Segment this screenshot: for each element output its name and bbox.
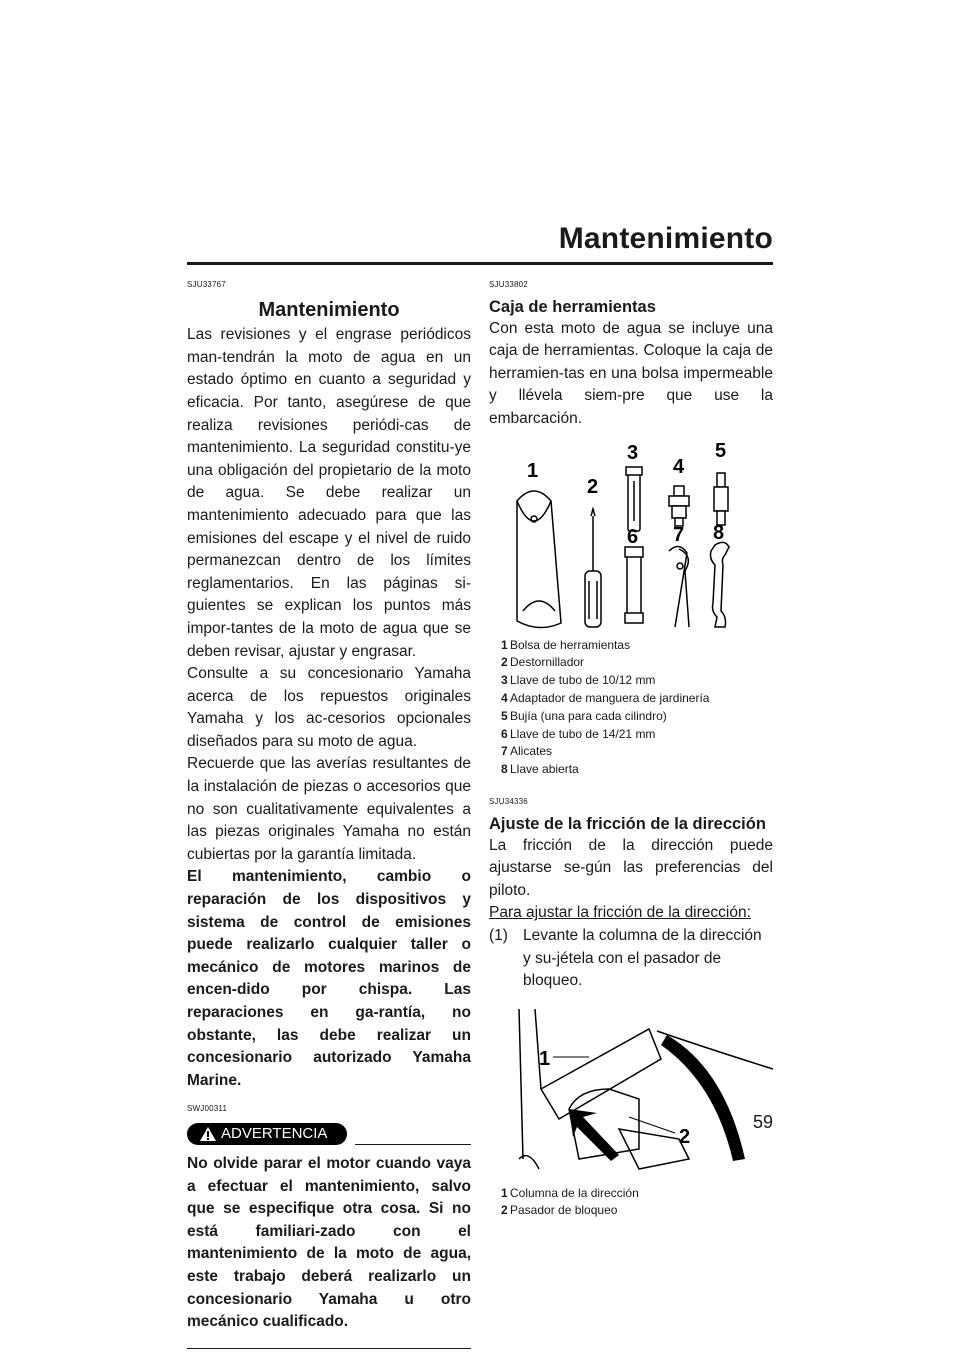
steering-callout-2: 2 — [679, 1125, 691, 1148]
paragraph: Recuerde que las averías resultantes de la instalación de piezas o accesorios que no son cualitativamente equivalentes a las piezas originales Yamaha no están cubiertas por la garantía limitada. — [187, 755, 471, 863]
callout-6: 6 — [627, 525, 639, 548]
left-column — [187, 274, 471, 1349]
warning-code: SWJ00311 — [187, 1104, 228, 1114]
screwdriver-icon — [585, 509, 601, 627]
toolkit-text: Con esta moto de agua se incluye una caja de herramientas. Coloque la caja de herramien-tas en una bolsa impermeable y llévela siem-pre que use la embarcación. — [489, 319, 773, 427]
callout-2: 2 — [587, 475, 599, 498]
callout-3: 3 — [627, 441, 639, 464]
section-code: SJU33767 — [187, 280, 226, 289]
steering-callout-1: 1 — [539, 1047, 551, 1070]
lift-arrow-icon — [661, 1035, 745, 1161]
tool-bag-icon — [517, 491, 561, 628]
pliers-icon — [669, 546, 689, 627]
open-wrench-icon — [711, 542, 730, 627]
warning-badge — [187, 1123, 347, 1145]
step-number: (1) — [489, 926, 508, 944]
legend-item: 8 Llave abierta — [501, 762, 579, 777]
header-rule — [187, 262, 773, 265]
toolkit-legend — [489, 637, 773, 779]
callout-5: 5 — [715, 440, 727, 462]
section-code: SJU33802 — [489, 280, 528, 289]
warning-text: No olvide parar el motor cuando vaya a efectuar el mantenimiento, salvo que se especifique otra cosa. Si no está familiari-zado con el mantenimiento de la moto de agua, este trabajo deberá realizarlo un concesionario Yamaha u otro mecánico cualificado. — [187, 1154, 471, 1331]
spark-plug-icon — [714, 473, 728, 525]
paragraph: Las revisiones y el engrase periódicos man-tendrán la moto de agua en un estado óptimo en cuanto a seguridad y eficacia. Por tanto, asegúrese de que realiza revisiones periódi-cas de mantenimiento. La seguridad constitu-ye una obligación del propietario de la moto de agua. Se debe realizar un mantenimiento adecuado para que las emisiones del escape y el nivel de ruido permanezcan dentro de los límites reglamentarios. En las páginas si-guientes se explican los puntos más impor-tantes de la moto de agua que se deben revisar, ajustar y engrasar. — [187, 326, 471, 660]
legend-item: 2 Pasador de bloqueo — [501, 1203, 618, 1218]
toolkit-illustration — [489, 441, 773, 631]
emissions-notice: El mantenimiento, cambio o reparación de los dispositivos y sistema de control de emisiones puede realizarlo cualquier taller o mecánico de motores marinos de encen-dido por chispa. Las reparaciones en ga-rantía, no obstante, las debe realizar un concesionario autorizado Yamaha Marine. — [187, 868, 471, 1089]
right-column — [489, 274, 773, 1220]
toolkit-title: Caja de herramientas — [489, 297, 656, 316]
callout-1: 1 — [527, 459, 539, 482]
socket-wrench-icon — [626, 467, 642, 531]
step-item — [489, 925, 773, 993]
callout-4: 4 — [673, 455, 685, 478]
warning-header — [187, 1123, 471, 1145]
warning-label: ADVERTENCIA — [221, 1124, 328, 1142]
steering-text: La fricción de la dirección puede ajustarse se-gún las preferencias del piloto. — [489, 836, 773, 899]
section-title: Mantenimiento — [258, 298, 400, 321]
paragraph: Consulte a su concesionario Yamaha acerca de los repuestos originales Yamaha y los ac-cesorios opcionales diseñados para su moto de agua. — [187, 665, 471, 750]
steering-title: Ajuste de la fricción de la dirección — [489, 814, 766, 833]
callout-7: 7 — [673, 523, 685, 546]
steering-legend — [489, 1185, 773, 1221]
legend-item: 5 Bujía (una para cada cilindro) — [501, 708, 667, 723]
legend-item: 6 Llave de tubo de 14/21 mm — [501, 726, 656, 741]
warning-triangle-icon — [199, 1126, 217, 1142]
socket-wrench-large-icon — [625, 547, 643, 623]
steering-subheading: Para ajustar la fricción de la dirección: — [489, 904, 751, 922]
push-arrow-icon — [569, 1109, 619, 1161]
legend-item: 3 Llave de tubo de 10/12 mm — [501, 673, 656, 688]
legend-item: 2 Destornillador — [501, 655, 585, 670]
steering-illustration — [489, 1009, 773, 1179]
page-header-title: Mantenimiento — [558, 222, 773, 255]
hose-adapter-icon — [669, 486, 689, 526]
steering-column-frame — [541, 1029, 661, 1119]
section-code: SJU34336 — [489, 796, 528, 806]
warning-end-rule — [187, 1348, 471, 1350]
legend-item: 7 Alicates — [501, 744, 553, 759]
step-text: Levante la columna de la dirección y su-jétela con el pasador de bloqueo. — [523, 926, 762, 990]
page-number: 59 — [752, 1112, 773, 1132]
callout-8: 8 — [713, 521, 725, 544]
warning-rule — [355, 1144, 471, 1146]
legend-item: 1 Bolsa de herramientas — [501, 637, 631, 652]
legend-item: 4 Adaptador de manguera de jardinería — [501, 690, 710, 705]
legend-item: 1 Columna de la dirección — [501, 1185, 639, 1200]
